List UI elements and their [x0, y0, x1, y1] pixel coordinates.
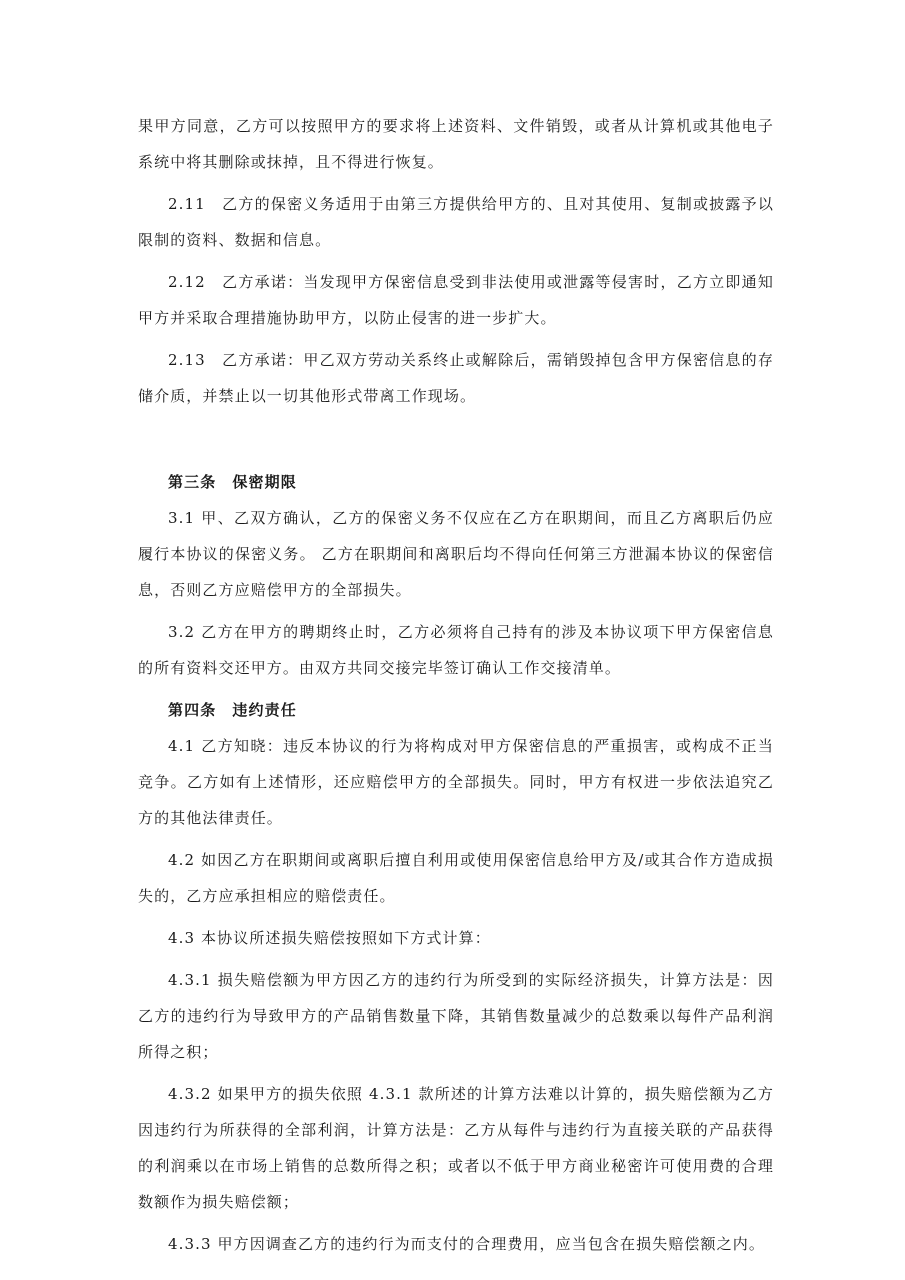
- paragraph-2-12: 2.12 乙方承诺：当发现甲方保密信息受到非法使用或泄露等侵害时，乙方立即通知甲方并采取合理措施协助甲方，以防止侵害的进一步扩大。: [138, 273, 774, 327]
- paragraph-2-11: 2.11 乙方的保密义务适用于由第三方提供给甲方的、且对其使用、复制或披露予以限制的资料、数据和信息。: [138, 195, 774, 249]
- paragraph-2-13: 2.13 乙方承诺：甲乙双方劳动关系终止或解除后，需销毁掉包含甲方保密信息的存储介质，并禁止以一切其他形式带离工作现场。: [138, 351, 774, 405]
- paragraph-continuation: 果甲方同意，乙方可以按照甲方的要求将上述资料、文件销毁，或者从计算机或其他电子系统中将其删除或抹掉，且不得进行恢复。: [138, 117, 774, 171]
- document-page: [138, 108, 774, 1268]
- section-4-heading: 第四条 违约责任: [168, 701, 297, 719]
- paragraph-4-3-2: 4.3.2 如果甲方的损失依照 4.3.1 款所述的计算方法难以计算的，损失赔偿额为乙方因违约行为所获得的全部利润，计算方法是：乙方从每件与违约行为直接关联的产品获得的利润乘以在市场上销售的总数所得之积；或者以不低于甲方商业秘密许可使用费的合理数额作为损失赔偿额；: [138, 1085, 774, 1211]
- paragraph-3-1: 3.1 甲、乙双方确认，乙方的保密义务不仅应在乙方在职期间，而且乙方离职后仍应履行本协议的保密义务。 乙方在职期间和离职后均不得向任何第三方泄漏本协议的保密信息，否则乙方应赔偿甲方的全部损失。: [138, 509, 774, 599]
- section-3-heading: 第三条 保密期限: [168, 473, 297, 491]
- paragraph-4-3-1: 4.3.1 损失赔偿额为甲方因乙方的违约行为所受到的实际经济损失，计算方法是：因乙方的违约行为导致甲方的产品销售数量下降，其销售数量减少的总数乘以每件产品利润所得之积；: [138, 971, 774, 1061]
- section-spacer: [138, 420, 774, 464]
- paragraph-4-1: 4.1 乙方知晓：违反本协议的行为将构成对甲方保密信息的严重损害，或构成不正当竞争。乙方如有上述情形，还应赔偿甲方的全部损失。同时，甲方有权进一步依法追究乙方的其他法律责任。: [138, 737, 774, 827]
- paragraph-4-3-3: 4.3.3 甲方因调查乙方的违约行为而支付的合理费用，应当包含在损失赔偿额之内。: [168, 1235, 765, 1253]
- paragraph-4-3: 4.3 本协议所述损失赔偿按照如下方式计算：: [168, 929, 491, 947]
- paragraph-4-2: 4.2 如因乙方在职期间或离职后擅自利用或使用保密信息给甲方及/或其合作方造成损失的，乙方应承担相应的赔偿责任。: [138, 851, 774, 905]
- paragraph-3-2: 3.2 乙方在甲方的聘期终止时，乙方必须将自己持有的涉及本协议项下甲方保密信息的所有资料交还甲方。由双方共同交接完毕签订确认工作交接清单。: [138, 623, 774, 677]
